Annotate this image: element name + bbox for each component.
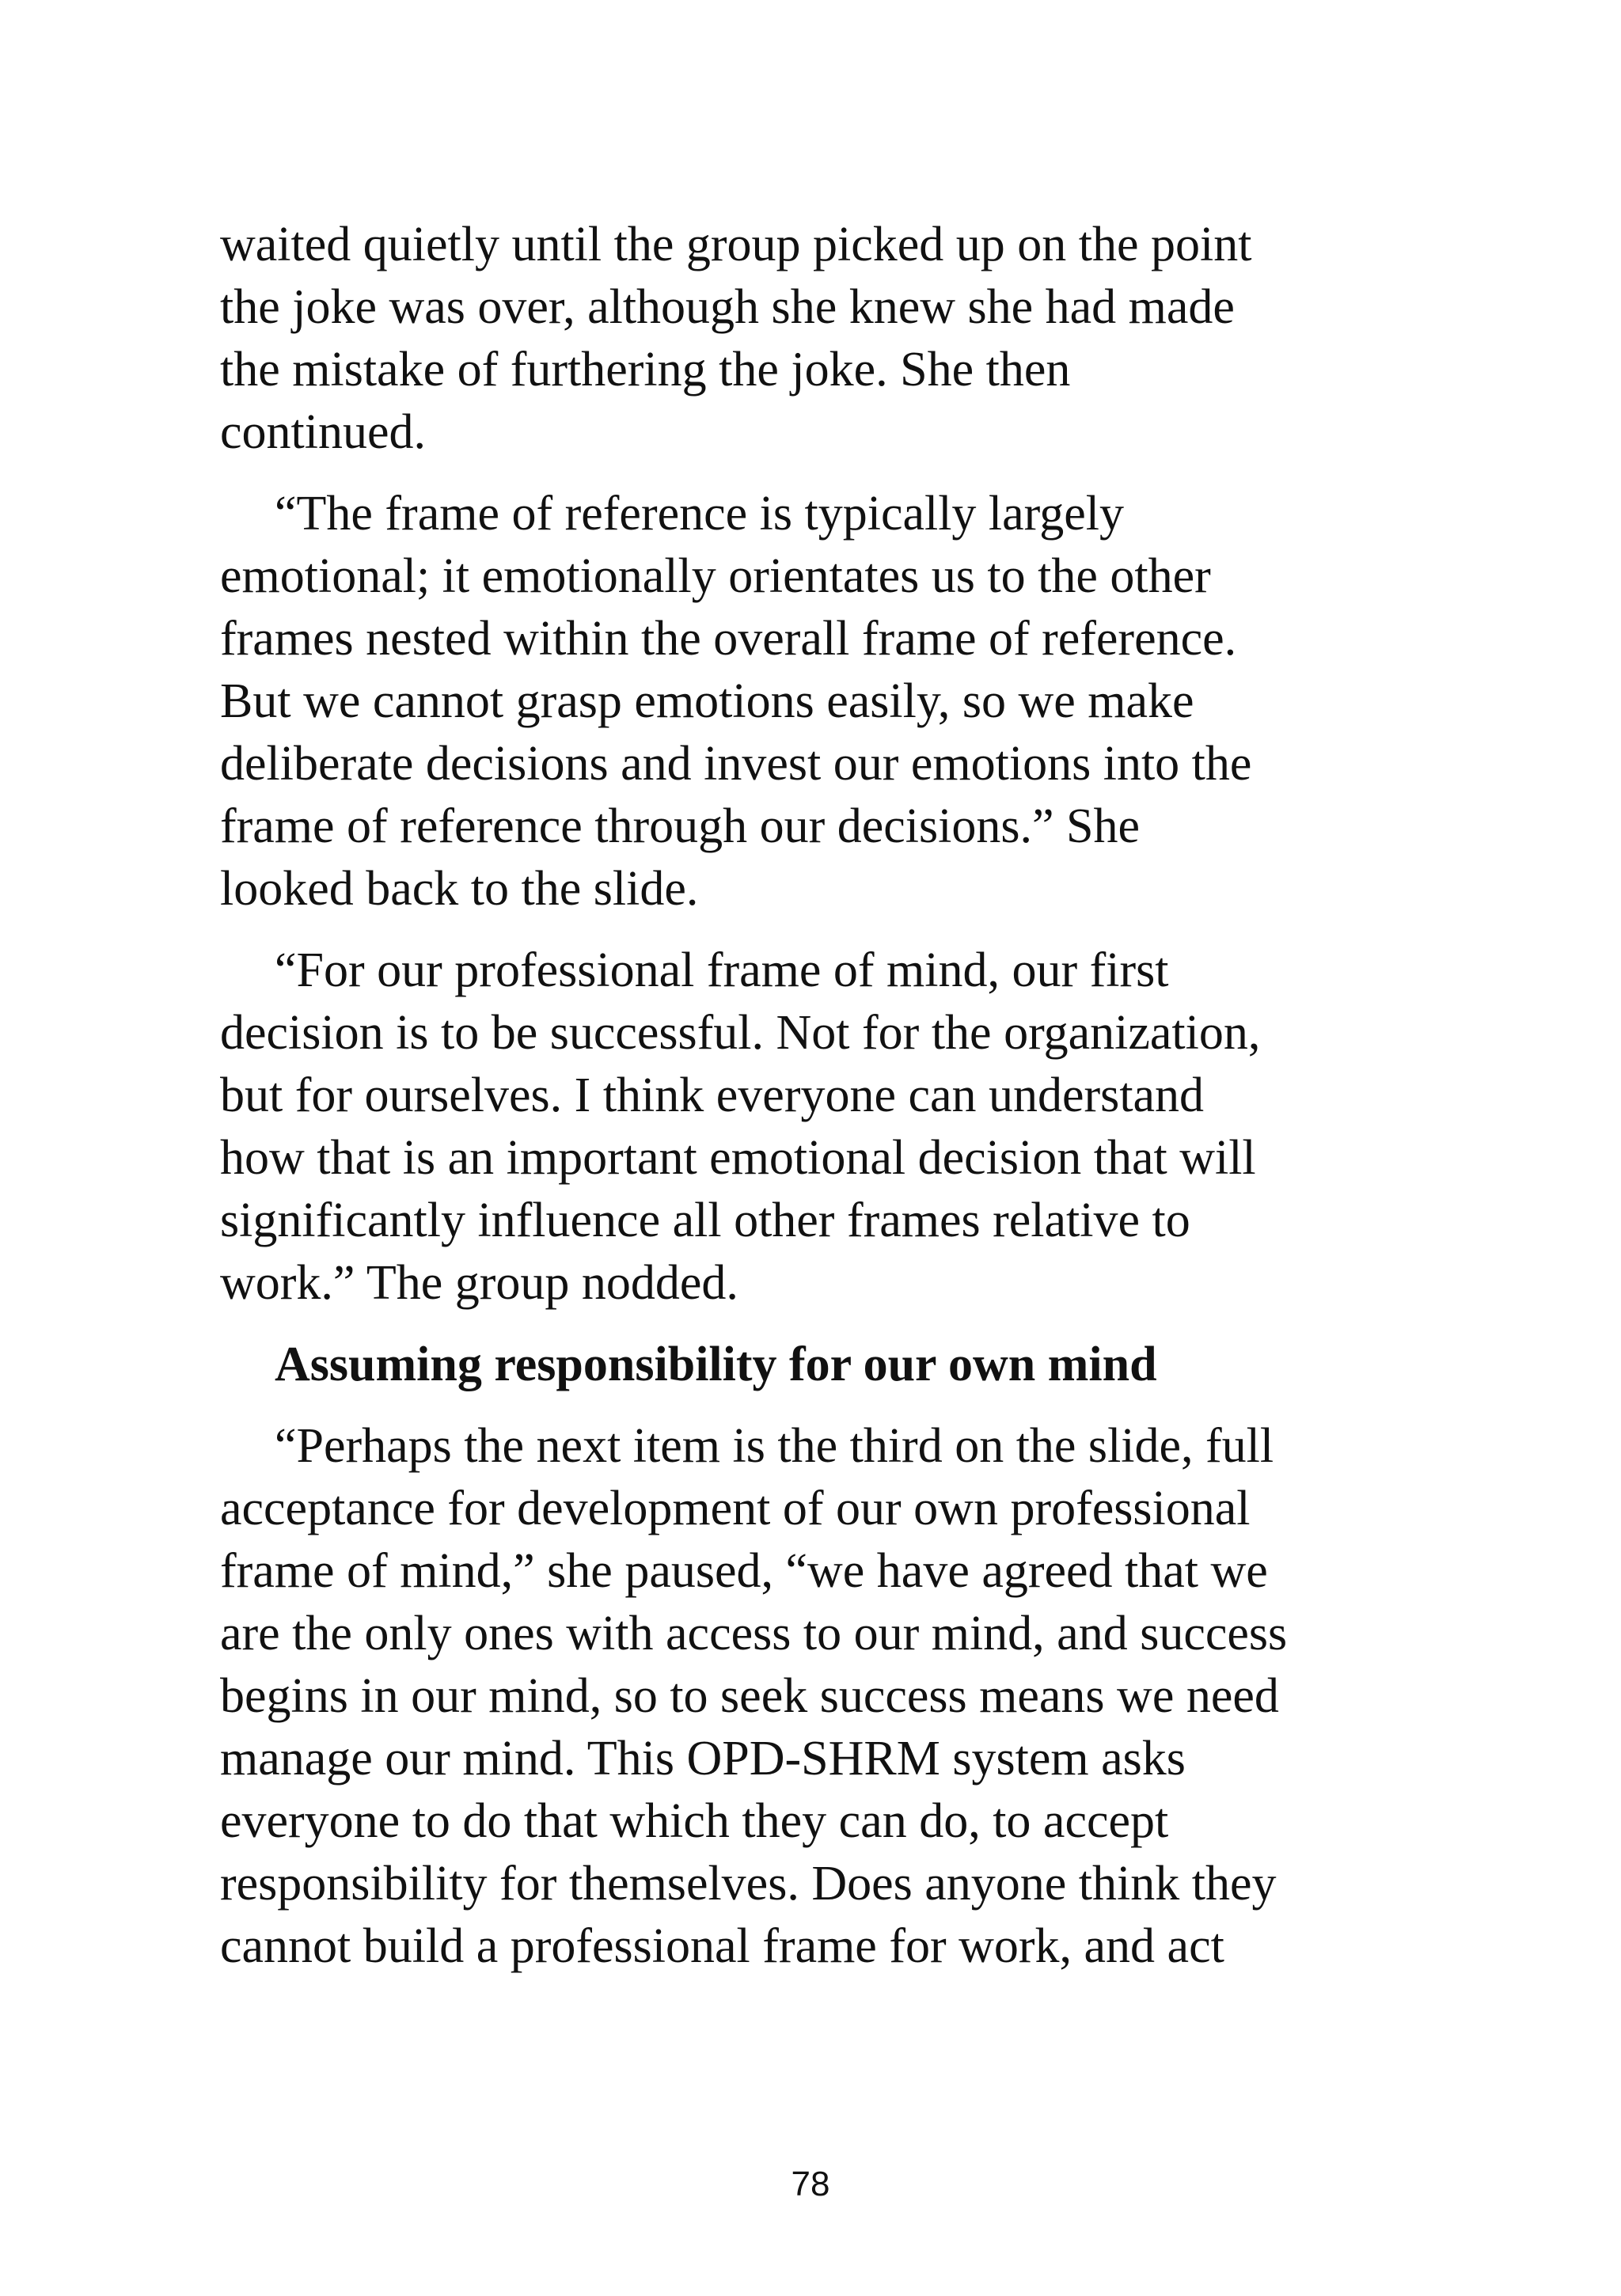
- text-line: frame of mind,” she paused, “we have agreed that we: [220, 1544, 1268, 1598]
- text-line: frame of reference through our decisions.” She: [220, 799, 1141, 853]
- paragraph-responsibility: [220, 1415, 1431, 1978]
- text-line: But we cannot grasp emotions easily, so we make: [220, 674, 1194, 728]
- text-line: responsibility for themselves. Does anyone think they: [220, 1857, 1277, 1911]
- paragraph-professional-frame: [220, 939, 1431, 1315]
- text-line: but for ourselves. I think everyone can understand: [220, 1068, 1205, 1122]
- text-line: cannot build a professional frame for work, and act: [220, 1919, 1224, 1973]
- section-heading: [220, 1334, 1431, 1396]
- text-line: emotional; it emotionally orientates us to the other: [220, 549, 1211, 603]
- text-line: waited quietly until the group picked up on the point: [220, 218, 1252, 271]
- text-line: everyone to do that which they can do, to accept: [220, 1794, 1169, 1848]
- paragraph-continued: [220, 214, 1431, 464]
- text-line: continued.: [220, 405, 426, 459]
- text-line: begins in our mind, so to seek success means we need: [220, 1669, 1279, 1723]
- text-line: decision is to be successful. Not for the organization,: [220, 1006, 1261, 1060]
- text-line: deliberate decisions and invest our emotions into the: [220, 737, 1252, 791]
- text-line: “For our professional frame of mind, our first: [275, 943, 1169, 997]
- page-number: 78: [791, 2165, 830, 2203]
- text-line: acceptance for development of our own professional: [220, 1482, 1251, 1535]
- text-line: significantly influence all other frames relative to: [220, 1194, 1190, 1247]
- text-line: how that is an important emotional decision that will: [220, 1131, 1256, 1185]
- text-line: looked back to the slide.: [220, 862, 699, 916]
- text-line: work.” The group nodded.: [220, 1256, 738, 1310]
- page-body: [220, 214, 1431, 1978]
- text-line: manage our mind. This OPD-SHRM system asks: [220, 1732, 1186, 1786]
- text-line: the mistake of furthering the joke. She then: [220, 343, 1071, 397]
- text-line: “The frame of reference is typically largely: [275, 487, 1124, 541]
- section-heading-text: Assuming responsibility for our own mind: [275, 1338, 1157, 1391]
- text-line: are the only ones with access to our mind, and success: [220, 1607, 1288, 1660]
- text-line: “Perhaps the next item is the third on the slide, full: [275, 1419, 1274, 1473]
- text-line: the joke was over, although she knew she had made: [220, 280, 1235, 334]
- text-line: frames nested within the overall frame of reference.: [220, 612, 1237, 666]
- paragraph-frame-of-reference: [220, 483, 1431, 920]
